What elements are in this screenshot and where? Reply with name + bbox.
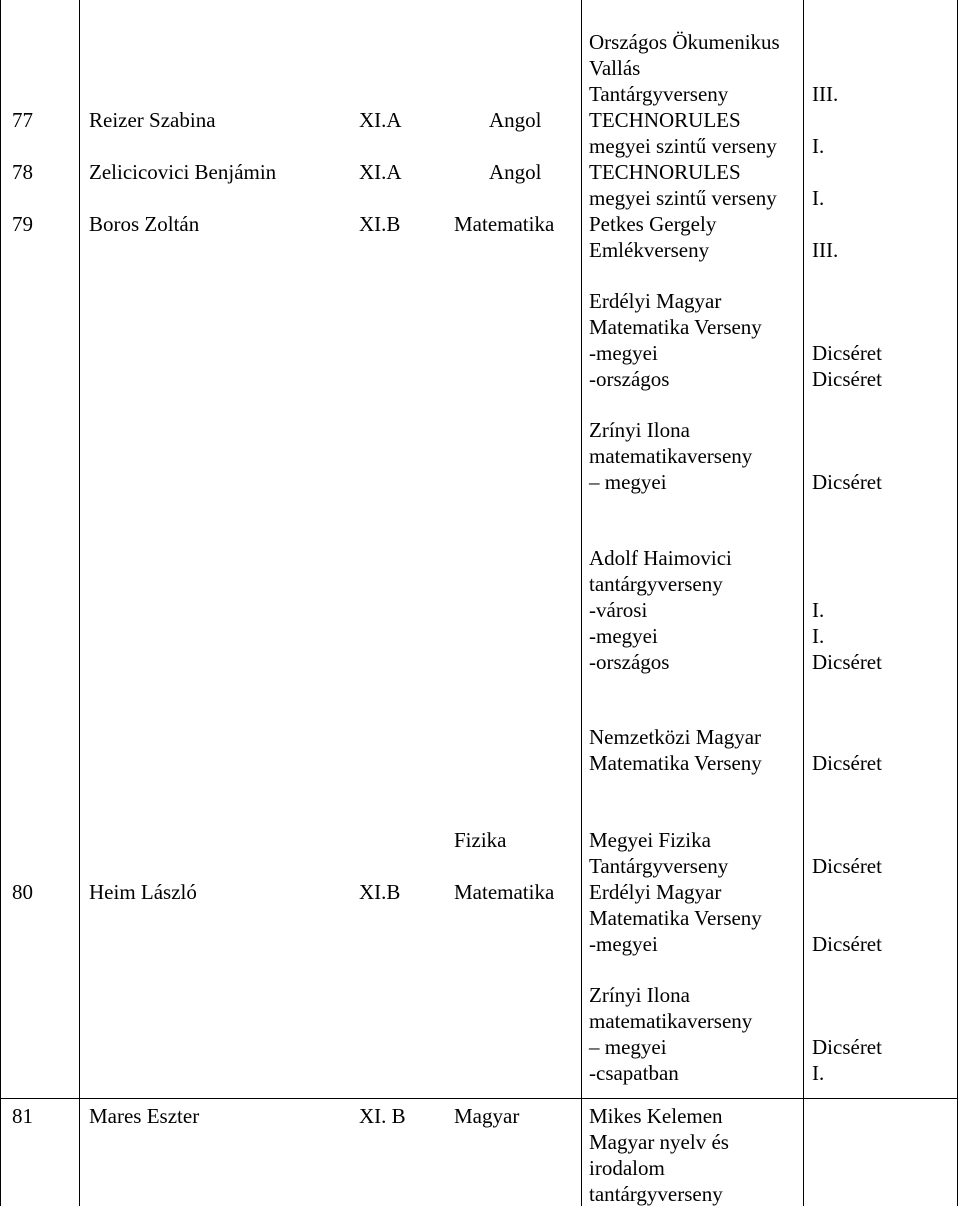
column-divider-result [803,0,804,1206]
row-number: 80 [12,880,33,904]
result-cell: III. [812,82,839,106]
competition-cell: Zrínyi Ilona matematikaverseny – megyei -csapatban [589,983,753,1085]
result-cell: I. I. Dicséret [812,598,882,674]
subject-cell: Matematika [454,212,555,236]
result-cell: Dicséret Dicséret [812,341,882,391]
table-border-left [0,0,1,1206]
result-cell: Dicséret [812,854,882,878]
subject-cell: Matematika [454,880,555,904]
result-cell: Dicséret I. [812,1035,882,1085]
class-cell: XI.A [359,108,402,132]
competition-cell: Országos Ökumenikus Vallás Tantárgyverseny [589,30,780,106]
student-name: Mares Eszter [89,1104,200,1128]
row-number: 77 [12,108,33,132]
result-cell: Dicséret [812,932,882,956]
competition-cell: Nemzetközi Magyar Matematika Verseny [589,725,762,775]
result-cell: I. [812,186,825,210]
competition-cell: Erdélyi Magyar Matematika Verseny -megyei [589,880,762,956]
class-cell: XI.B [359,880,401,904]
competition-cell: Zrínyi Ilona matematikaverseny – megyei [589,418,753,494]
student-name: Heim László [89,880,197,904]
student-name: Reizer Szabina [89,108,216,132]
subject-cell: Fizika [454,828,507,852]
row-number: 81 [12,1104,33,1128]
competition-cell: TECHNORULES megyei szintű verseny [589,108,777,158]
row-number: 78 [12,160,33,184]
subject-cell: Angol [489,108,542,132]
competition-cell: Petkes Gergely Emlékverseny [589,212,717,262]
competition-cell: Erdélyi Magyar Matematika Verseny -megyei -országos [589,289,762,391]
competition-cell: TECHNORULES megyei szintű verseny [589,160,777,210]
class-cell: XI.A [359,160,402,184]
row-divider-81 [0,1098,958,1099]
result-cell: Dicséret [812,470,882,494]
subject-cell: Magyar [454,1104,520,1128]
table-border-right [957,0,958,1206]
row-number: 79 [12,212,33,236]
column-divider-competition [581,0,582,1206]
student-name: Zelicicovici Benjámin [89,160,277,184]
column-divider-name [79,0,80,1206]
result-cell: Dicséret [812,751,882,775]
class-cell: XI. B [359,1104,406,1128]
competition-cell: Mikes Kelemen Magyar nyelv és irodalom tantárgyverseny [589,1104,729,1206]
student-name: Boros Zoltán [89,212,200,236]
result-cell: I. [812,134,825,158]
competition-cell: Megyei Fizika Tantárgyverseny [589,828,729,878]
subject-cell: Angol [489,160,542,184]
result-cell: III. [812,238,839,262]
competition-cell: Adolf Haimovici tantárgyverseny -városi -megyei -országos [589,546,732,674]
class-cell: XI.B [359,212,401,236]
